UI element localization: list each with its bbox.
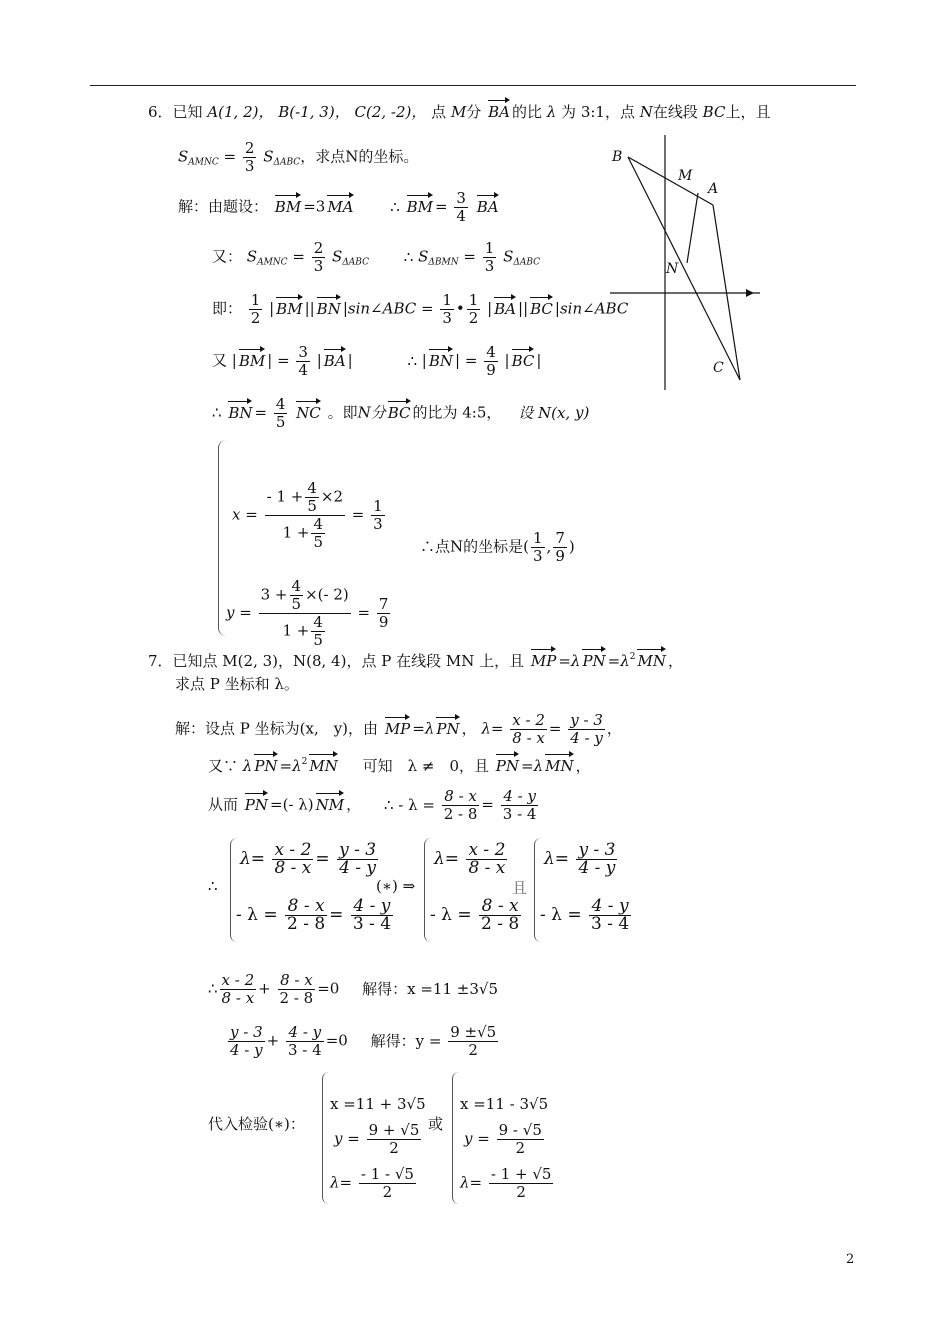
triangle-diagram: [600, 135, 770, 395]
p7-answer1-y: y = $\frac{9 + √5}{2}$: [334, 1121, 420, 1157]
x-axis-arrow: [746, 289, 754, 297]
p6-result: ∴点N的坐标是( $\frac{1}{3}$ , $\frac{7}{9}$ ): [420, 529, 575, 565]
page-number: 2: [846, 1252, 855, 1267]
p7-solution-line3: 从而 PN =(- λ) NM ， ∴ - λ = $\frac{8 - x}{2 - 8}$ = $\frac{4 - y}{3 - 4}$: [208, 787, 537, 823]
header-rule: [90, 85, 856, 86]
p7-solution-line2: 又∵ λ PN $=\lambda^2$ MN 可知 λ ≠ 0，且 PN =λ MN ，: [208, 752, 591, 776]
p7-system1-eq2: - λ = $\frac{8 - x}{2 - 8}$ = $\frac{4 - y}{3 - 4}$: [236, 896, 392, 934]
p7-star-implies: (∗) ⇒: [376, 877, 416, 895]
p7-system2-eq2: - λ = $\frac{8 - x}{2 - 8}$: [430, 896, 520, 934]
p7-or-label: 或: [428, 1115, 444, 1133]
p7-answer-brace-2: [452, 1072, 459, 1204]
p7-answer2-lambda: λ= $\frac{- 1 + √5}{2}$: [460, 1165, 552, 1201]
p6-solution-line4: 又 | BM | = $\frac{3}{4}$ | BA | ∴ | BN | = $\frac{4}{9}$ | BC |: [212, 343, 542, 379]
segment-BA: [628, 157, 713, 205]
p6-statement: 6．已知 A(1, 2)， B(-1, 3)， C(2, -2)， 点 M分 BA 的比 λ 为 3:1，点 N在线段 BC上，且: [148, 98, 770, 122]
label-C: C: [713, 360, 724, 376]
p7-question: 求点 P 坐标和 λ。: [175, 675, 299, 693]
p7-system2-eq1: λ= $\frac{x - 2}{8 - x}$: [434, 840, 506, 878]
p7-therefore-symbol: ∴: [208, 877, 218, 895]
p7-solution-line1: 解：设点 P 坐标为(x, y)，由 MP =λ PN ， λ= $\frac{x - 2}{8 - x}$ = $\frac{y - 3}{4 - y}$ ，: [175, 711, 622, 747]
p7-answer2-y: y = $\frac{9 - √5}{2}$: [464, 1121, 542, 1157]
label-A: A: [708, 181, 719, 197]
p7-check-label: 代入检验(∗)：: [208, 1115, 305, 1133]
p6-solution-line1: 解：由题设： BM =3 MA ∴ BM = $\frac{3}{4}$ BA: [178, 189, 499, 225]
p6-solution-line3: 即： $\frac{1}{2}$ | BM || BN |sin∠ABC = $\frac{1}{3}$ • $\frac{1}{2}$ | BA || BC |sin∠ABC: [212, 291, 629, 327]
p7-answer2-x: x =11 - 3√5: [460, 1095, 549, 1113]
p6-solution-line5: ∴ BN = $\frac{4}{5}$ NC 。即N分 BC 的比为 4:5， 设 N(x, y): [212, 395, 590, 431]
p7-answer1-x: x =11 + 3√5: [330, 1095, 426, 1113]
label-B: B: [612, 149, 623, 165]
p6-x-equation: x = - 1 + $\frac{4}{5}$ ×2 1 + $\frac{4}{5}$ = $\frac{1}{3}$: [232, 479, 383, 551]
p7-answer-brace-1: [322, 1072, 329, 1204]
p6-area-condition: $S_{AMNC}$ = $\frac{2}{3}$ $S_{\Delta ABC}$，求点N的坐标。: [178, 139, 419, 175]
p7-solve-y: $\frac{y - 3}{4 - y}$ + $\frac{4 - y}{3 - 4}$ =0 解得：y = $\frac{9 \pm√5}{2}$: [230, 1023, 497, 1059]
p6-solution-line2: 又： $S_{AMNC}$ = $\frac{2}{3}$ $S_{\Delta ABC}$ ∴ $S_{\Delta BMN}$ = $\frac{1}{3}$ $S_{\Delta ABC}$: [212, 239, 541, 275]
p7-system3-eq2: - λ = $\frac{4 - y}{3 - 4}$: [540, 896, 630, 934]
triangle-figure: [600, 135, 770, 395]
label-N: N: [666, 261, 679, 277]
p6-y-equation: y = 3 + $\frac{4}{5}$ ×(- 2) 1 + $\frac{4}{5}$ = $\frac{7}{9}$: [226, 577, 389, 649]
p7-solve-x: ∴ $\frac{x - 2}{8 - x}$ + $\frac{8 - x}{2 - 8}$ =0 解得：x =11 ±3√5: [208, 971, 498, 1007]
p7-system3-eq1: λ= $\frac{y - 3}{4 - y}$: [544, 840, 616, 878]
p7-statement: 7．已知点 M(2, 3)，N(8, 4)，点 P 在线段 MN 上，且 MP =λ PN $=\lambda^2$ MN ，: [148, 647, 683, 671]
p7-and-label: 且: [512, 879, 528, 897]
p7-answer1-lambda: λ= $\frac{- 1 - √5}{2}$: [330, 1165, 414, 1201]
p7-system1-eq1: λ= $\frac{x - 2}{8 - x}$ = $\frac{y - 3}{4 - y}$: [240, 840, 377, 878]
label-M: M: [678, 168, 693, 184]
segment-MN: [687, 193, 698, 263]
